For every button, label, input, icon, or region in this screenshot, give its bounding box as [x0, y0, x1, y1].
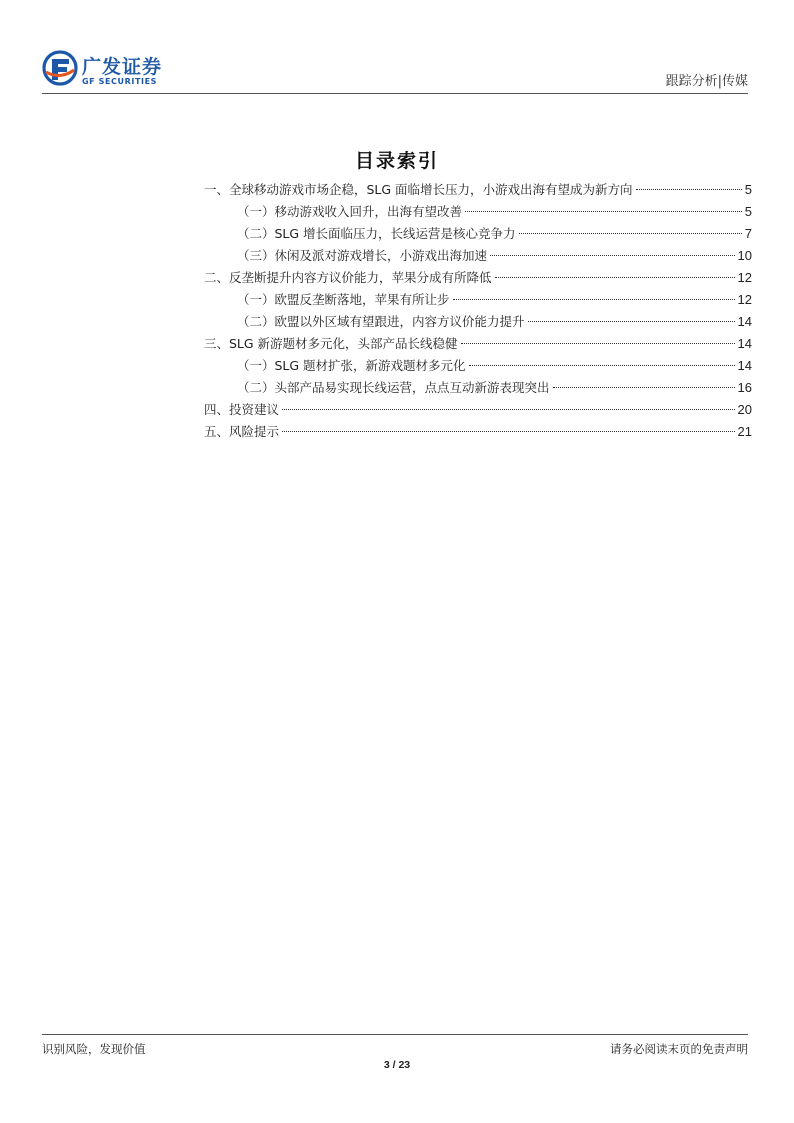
logo-chinese-name: 广发证券 — [82, 56, 163, 78]
toc-entry-page: 10 — [737, 248, 752, 263]
toc-entry-text: 五、风险提示 — [204, 424, 280, 439]
toc-subentry[interactable] — [204, 223, 752, 245]
toc-entry-text: 一、全球移动游戏市场企稳，SLG 面临增长压力，小游戏出海有望成为新方向 — [204, 182, 633, 197]
footer-divider — [42, 1034, 748, 1035]
dot-leader — [636, 189, 742, 190]
company-logo — [42, 48, 212, 90]
toc-entry-text: （一）移动游戏收入回升，出海有望改善 — [237, 204, 463, 219]
dot-leader — [469, 365, 735, 366]
toc-entry-text: 四、投资建议 — [204, 402, 280, 417]
toc-subentry[interactable] — [204, 377, 752, 399]
toc-entry-page: 21 — [737, 424, 752, 439]
toc-entry-page: 14 — [737, 336, 752, 351]
toc-entry-text: （二）欧盟以外区域有望跟进，内容方议价能力提升 — [237, 314, 525, 329]
dot-leader — [553, 387, 735, 388]
footer-slogan: 识别风险，发现价值 — [42, 1042, 146, 1056]
toc-entry-text: （二）SLG 增长面临压力，长线运营是核心竞争力 — [237, 226, 516, 241]
toc-entry-text: （一）SLG 题材扩张，新游戏题材多元化 — [237, 358, 466, 373]
dot-leader — [528, 321, 735, 322]
dot-leader — [519, 233, 742, 234]
dot-leader — [282, 409, 735, 410]
toc-entry[interactable] — [204, 399, 752, 421]
toc-entry-text: （三）休闲及派对游戏增长，小游戏出海加速 — [237, 248, 488, 263]
toc-entry[interactable] — [204, 267, 752, 289]
toc-subentry[interactable] — [204, 289, 752, 311]
dot-leader — [453, 299, 735, 300]
toc-entry-text: 三、SLG 新游题材多元化，头部产品长线稳健 — [204, 336, 458, 351]
toc-entry-page: 5 — [744, 204, 752, 219]
toc-subentry[interactable] — [204, 311, 752, 333]
report-category: 跟踪分析|传媒 — [665, 74, 748, 89]
logo-english-name: GF SECURITIES — [82, 77, 158, 86]
toc-entry[interactable] — [204, 333, 752, 355]
gf-logo-icon — [42, 50, 78, 86]
header-divider — [42, 93, 748, 94]
toc-entry[interactable] — [204, 421, 752, 443]
toc-entry-page: 12 — [737, 292, 752, 307]
dot-leader — [465, 211, 742, 212]
toc-entry-text: （二）头部产品易实现长线运营，点点互动新游表现突出 — [237, 380, 550, 395]
toc-subentry[interactable] — [204, 201, 752, 223]
table-of-contents — [204, 179, 752, 443]
toc-entry-page: 16 — [737, 380, 752, 395]
toc-entry-page: 7 — [744, 226, 752, 241]
dot-leader — [490, 255, 735, 256]
page-header — [42, 48, 748, 96]
toc-entry-page: 20 — [737, 402, 752, 417]
page-number: 3 / 23 — [383, 1059, 411, 1071]
toc-entry[interactable] — [204, 179, 752, 201]
toc-title: 目录索引 — [354, 150, 439, 172]
toc-entry-page: 5 — [744, 182, 752, 197]
toc-entry-page: 12 — [737, 270, 752, 285]
footer-disclaimer-note: 请务必阅读末页的免责声明 — [610, 1042, 748, 1056]
dot-leader — [461, 343, 735, 344]
toc-entry-page: 14 — [737, 314, 752, 329]
toc-subentry[interactable] — [204, 245, 752, 267]
dot-leader — [495, 277, 735, 278]
dot-leader — [282, 431, 735, 432]
toc-entry-text: 二、反垄断提升内容方议价能力，苹果分成有所降低 — [204, 270, 492, 285]
toc-entry-page: 14 — [737, 358, 752, 373]
toc-entry-text: （一）欧盟反垄断落地，苹果有所让步 — [237, 292, 450, 307]
toc-subentry[interactable] — [204, 355, 752, 377]
